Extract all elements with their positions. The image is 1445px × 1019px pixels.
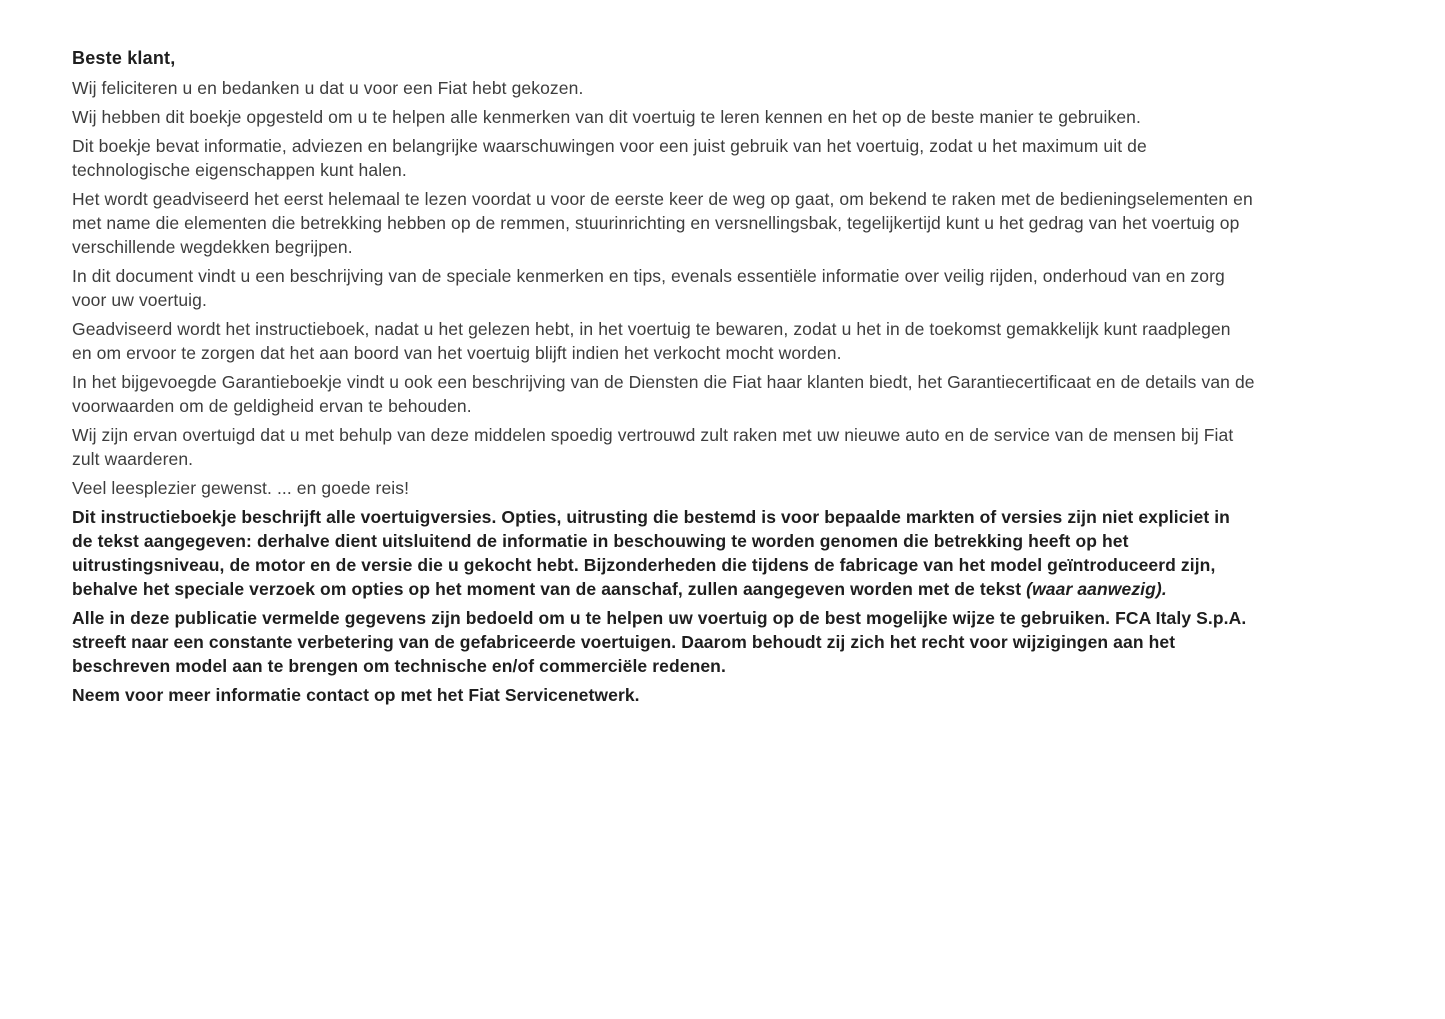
- keep-in-vehicle-paragraph: Geadviseerd wordt het instructieboek, nadat u het gelezen hebt, in het voertuig te bewaren, zodat u het in de toekomst gemakkelijk kunt raadplegen en om ervoor te zorgen dat het aan boord van het voertuig blijft indien het verkocht mocht worden.: [72, 319, 1231, 363]
- greeting-heading: Beste klant,: [72, 48, 176, 68]
- service-network-paragraph: Neem voor meer informatie contact op met het Fiat Servicenetwerk.: [72, 685, 640, 705]
- booklet-purpose-paragraph: Wij hebben dit boekje opgesteld om u te helpen alle kenmerken van dit voertuig te leren kennen en het op de beste manier te gebruiken.: [72, 107, 1141, 127]
- page-content: [72, 48, 1255, 707]
- farewell-paragraph: Veel leesplezier gewenst. ... en goede reis!: [72, 478, 410, 498]
- confidence-paragraph: Wij zijn ervan overtuigd dat u met behulp van deze middelen spoedig vertrouwd zult raken met uw nieuwe auto en de service van de mensen bij Fiat zult waarderen.: [72, 425, 1234, 469]
- booklet-contents-paragraph: Dit boekje bevat informatie, adviezen en belangrijke waarschuwingen voor een juist gebruik van het voertuig, zodat u het maximum uit de technologische eigenschappen kunt halen.: [72, 136, 1147, 180]
- document-description-paragraph: In dit document vindt u een beschrijving van de speciale kenmerken en tips, evenals essentiële informatie over veilig rijden, onderhoud van en zorg voor uw voertuig.: [72, 266, 1225, 310]
- versions-notice-italic-suffix: (waar aanwezig).: [1026, 579, 1167, 599]
- versions-notice-text: Dit instructieboekje beschrijft alle voertuigversies. Opties, uitrusting die bestemd is voor bepaalde markten of versies zijn niet expliciet in de tekst aangegeven: derhalve dient uitsluitend de informatie in beschouwing te worden genomen die betrekking heeft op het uitrustingsniveau, de motor en de versie die u gekocht hebt. Bijzonderheden die tijdens de fabricage van het model geïntroduceerd zijn, behalve het speciale verzoek om opties op het moment van de aanschaf, zullen aangegeven worden met de tekst: [72, 507, 1230, 599]
- data-notice-paragraph: Alle in deze publicatie vermelde gegevens zijn bedoeld om u te helpen uw voertuig op de best mogelijke wijze te gebruiken. FCA Italy S.p.A. streeft naar een constante verbetering van de gefabriceerde voertuigen. Daarom behoudt zij zich het recht voor wijzigingen aan het beschreven model aan te brengen om technische en/of commerciële redenen.: [72, 608, 1247, 676]
- warranty-booklet-paragraph: In het bijgevoegde Garantieboekje vindt u ook een beschrijving van de Diensten die Fiat haar klanten biedt, het Garantiecertificaat en de details van de voorwaarden om de geldigheid ervan te behouden.: [72, 372, 1255, 416]
- read-first-paragraph: Het wordt geadviseerd het eerst helemaal te lezen voordat u voor de eerste keer de weg op gaat, om bekend te raken met de bedieningselementen en met name die elementen die betrekking hebben op de remmen, stuurinrichting en versnellingsbak, tegelijkertijd kunt u het gedrag van het voertuig op verschillende wegdekken begrijpen.: [72, 189, 1253, 257]
- intro-paragraph: Wij feliciteren u en bedanken u dat u voor een Fiat hebt gekozen.: [72, 78, 584, 98]
- versions-notice-paragraph: [72, 505, 1255, 601]
